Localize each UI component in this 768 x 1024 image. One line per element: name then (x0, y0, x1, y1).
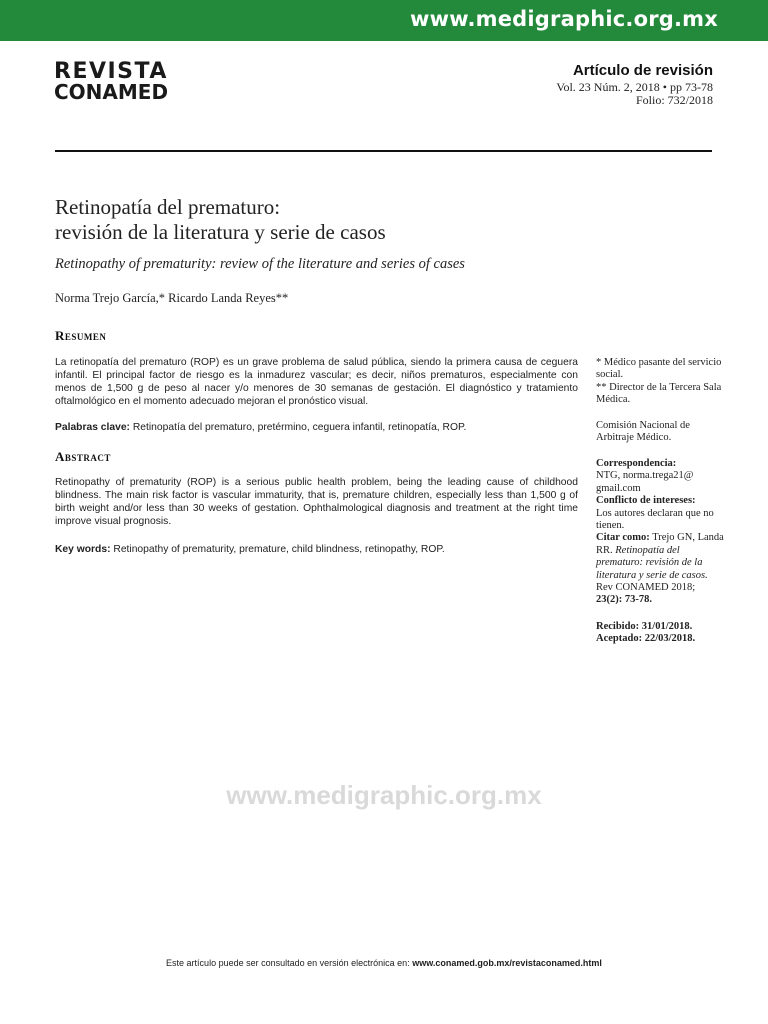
sidebar-affiliations (596, 357, 724, 407)
accepted-date: Aceptado: 22/03/2018. (596, 633, 696, 645)
keywords-text: Retinopatía del prematuro, pretérmino, ceguera infantil, retinopatía, ROP. (132, 422, 467, 433)
title-line2: revisión de la literatura y serie de casos (55, 220, 386, 244)
correspondence-email[interactable]: NTG, norma.trega21@ gmail.com (596, 470, 694, 494)
conflict-text: Los autores declaran que no tienen. (596, 507, 714, 532)
keywords-label: Palabras clave: (55, 422, 130, 433)
resumen-text: La retinopatía del prematuro (ROP) es un grave problema de salud pública, siendo la primera causa de ceguera infantil. El principal factor de riesgo es la inmadurez vascular; es decir, niños prematuros, especialmente con menos de 1,500 g de peso al nacer y/o menores de 30 semanas de gestación. El diagnóstico y tratamiento oftalmológico en el momento adecuado mejoran el pronóstico visual. (55, 357, 578, 407)
sidebar-details (596, 458, 724, 607)
site-url-link[interactable]: www.medigraphic.org.mx (410, 7, 718, 31)
abstract-keywords (55, 543, 578, 556)
sidebar-dates (596, 621, 724, 646)
folio-info: Folio: 732/2018 (635, 93, 713, 107)
sidebar-institution: Comisión Nacional de Arbitraje Médico. (596, 420, 690, 444)
cite-volume: 23(2): 73-78. (596, 594, 652, 606)
abstract-text: Retinopathy of prematurity (ROP) is a serious public health problem, being the leading cause of childhood blindness. The main risk factor is vascular immaturity, that is, premature children, especially less than 1,500 g of birth weight and/or less than 30 weeks of gestation. Ophthalmological diagnosis and treatment at the right time improve visual prognosis. (55, 477, 578, 527)
top-banner (0, 0, 768, 41)
footer-note (0, 958, 768, 968)
conflict-label: Conflicto de intereses: (596, 495, 696, 507)
cite-journal: Rev CONAMED 2018; (596, 582, 696, 594)
footer-text: Este artículo puede ser consultado en versión electrónica en: (166, 958, 410, 968)
cite-authors: Trejo GN, Landa RR. (596, 532, 724, 556)
article-type: Artículo de revisión (572, 62, 713, 79)
article-meta (556, 62, 713, 107)
cite-title: Retinopatía del prematuro: revisión de la literatura y serie de casos. (596, 544, 708, 581)
correspondence-label: Correspondencia: (596, 458, 677, 469)
volume-info: Vol. 23 Núm. 2, 2018 • pp 73-78 (556, 80, 713, 94)
header-divider (55, 150, 712, 152)
watermark: www.medigraphic.org.mx (226, 780, 542, 810)
affiliation-note-1: * Médico pasante del servicio social. (596, 357, 722, 381)
keywords-label: Key words: (55, 544, 111, 555)
logo-line2: CONAMED (54, 80, 169, 104)
article-title (55, 195, 386, 245)
title-line1: Retinopatía del prematuro: (55, 195, 281, 219)
resumen-heading: Resumen (55, 328, 107, 343)
citation (596, 532, 724, 606)
affiliation-note-2: ** Director de la Tercera Sala Médica. (596, 381, 722, 406)
logo-line1: REVISTA (54, 59, 168, 84)
keywords-text: Retinopathy of prematurity, premature, child blindness, retinopathy, ROP. (113, 544, 445, 555)
journal-logo (54, 59, 169, 104)
resumen-keywords (55, 421, 578, 434)
abstract-heading: Abstract (55, 449, 111, 464)
received-date: Recibido: 31/01/2018. (596, 621, 693, 632)
footer-link[interactable]: www.conamed.gob.mx/revistaconamed.html (412, 958, 602, 968)
authors: Norma Trejo García,* Ricardo Landa Reyes** (55, 291, 289, 305)
article-subtitle: Retinopathy of prematurity: review of the literature and series of cases (55, 256, 465, 272)
cite-label: Citar como: (596, 532, 650, 544)
